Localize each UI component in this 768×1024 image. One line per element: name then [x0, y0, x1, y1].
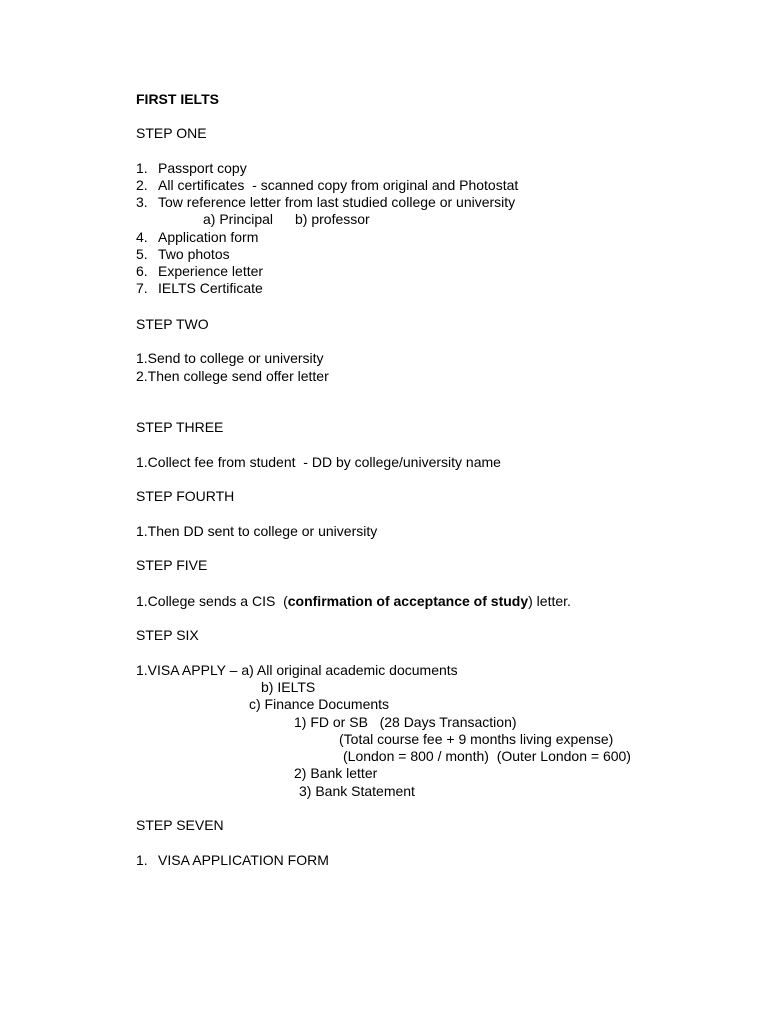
step-four-heading: STEP FOURTH: [136, 488, 235, 504]
step-six-heading: STEP SIX: [136, 627, 199, 643]
visa-apply-line: 1.VISA APPLY – a) All original academic documents: [136, 662, 458, 678]
sub-item-professor: b) professor: [295, 211, 370, 227]
list-item: 1.Send to college or university: [136, 350, 324, 366]
list-item: 2.Then college send offer letter: [136, 368, 329, 384]
cis-bold-text: confirmation of acceptance of study: [287, 593, 529, 609]
ielts-item: b) IELTS: [261, 679, 316, 695]
document-title: FIRST IELTS: [136, 91, 219, 107]
list-item: 1.Collect fee from student - DD by college/university name: [136, 454, 501, 470]
sub-item-principal: a) Principal: [203, 211, 274, 227]
list-item: 1. VISA APPLICATION FORM: [136, 852, 329, 868]
cis-line: 1.College sends a CIS (confirmation of acceptance of study) letter.: [136, 593, 571, 609]
list-item: 1.Then DD sent to college or university: [136, 523, 378, 539]
finance-documents-item: c) Finance Documents: [249, 696, 390, 712]
fd-sb-item: 1) FD or SB (28 Days Transaction): [294, 714, 517, 730]
list-item: 4. Application form: [136, 229, 259, 245]
bank-letter-item: 2) Bank letter: [294, 765, 378, 781]
london-fee-note: (London = 800 / month) (Outer London = 600): [343, 748, 631, 764]
list-item: 2. All certificates - scanned copy from original and Photostat: [136, 177, 519, 193]
step-one-heading: STEP ONE: [136, 125, 207, 141]
step-five-heading: STEP FIVE: [136, 557, 208, 573]
step-three-heading: STEP THREE: [136, 419, 224, 435]
list-item: 3. Tow reference letter from last studied college or university: [136, 194, 516, 210]
step-two-heading: STEP TWO: [136, 316, 209, 332]
total-fee-note: (Total course fee + 9 months living expense): [339, 731, 614, 747]
list-item: 5. Two photos: [136, 246, 230, 262]
list-item: 7. IELTS Certificate: [136, 280, 263, 296]
step-seven-heading: STEP SEVEN: [136, 817, 224, 833]
list-item: 6. Experience letter: [136, 263, 264, 279]
bank-statement-item: 3) Bank Statement: [299, 783, 415, 799]
list-item: 1. Passport copy: [136, 160, 247, 176]
